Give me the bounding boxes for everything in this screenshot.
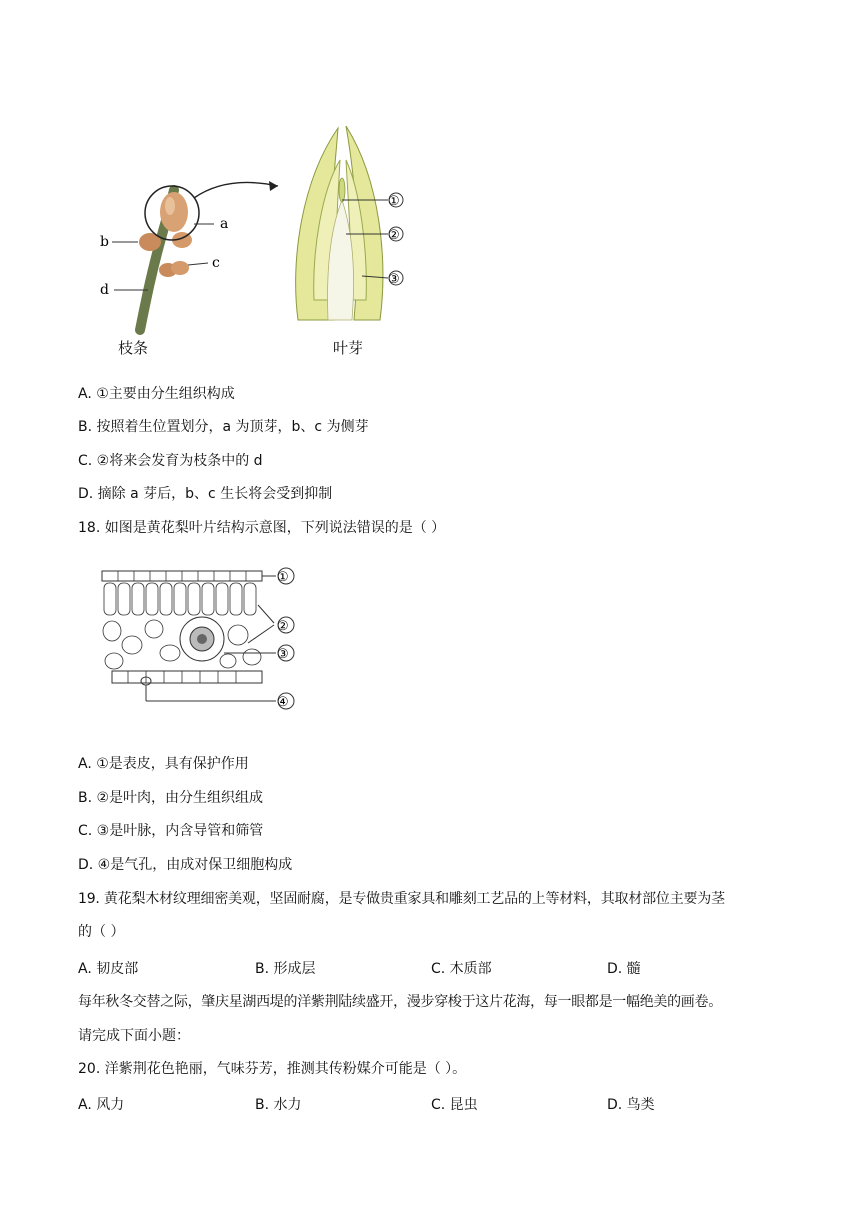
q19-stem-line1: 19. 黄花梨木材纹理细密美观，坚固耐腐，是专做贵重家具和雕刻工艺品的上等材料，其取材部位主要为茎 bbox=[78, 891, 725, 907]
leaf-label-2: ② bbox=[277, 619, 289, 634]
leaf-bud-section bbox=[296, 126, 403, 320]
q18-option-a: A. ①是表皮，具有保护作用 bbox=[78, 756, 249, 772]
q19-option-c: C. 木质部 bbox=[431, 961, 492, 977]
q17-option-c: C. ②将来会发育为枝条中的 d bbox=[78, 453, 263, 469]
branch-caption: 枝条 bbox=[118, 339, 149, 357]
q19-stem-line2: 的（ ） bbox=[78, 924, 125, 940]
bud-label-2: ② bbox=[388, 228, 400, 243]
leaf-label-1: ① bbox=[277, 570, 289, 585]
q18-option-c: C. ③是叶脉，内含导管和筛管 bbox=[78, 823, 264, 839]
bud-caption: 叶芽 bbox=[333, 339, 364, 357]
q18-stem: 18. 如图是黄花梨叶片结构示意图，下列说法错误的是（ ） bbox=[78, 520, 446, 536]
q17-option-b: B. 按照着生位置划分，a 为顶芽，b、c 为侧芽 bbox=[78, 419, 369, 435]
q20-option-c: C. 昆虫 bbox=[431, 1097, 478, 1113]
q19-option-a: A. 韧皮部 bbox=[78, 961, 139, 977]
leaf-label-3: ③ bbox=[277, 647, 289, 662]
passage-line2: 请完成下面小题： bbox=[78, 1028, 190, 1044]
q17-option-a: A. ①主要由分生组织构成 bbox=[78, 386, 235, 402]
q18-option-d: D. ④是气孔，由成对保卫细胞构成 bbox=[78, 857, 293, 873]
q19-option-d: D. 髓 bbox=[607, 961, 641, 977]
leaf-structure-figure bbox=[98, 565, 308, 715]
label-d: d bbox=[100, 282, 109, 298]
q20-option-b: B. 水力 bbox=[255, 1097, 302, 1113]
leaf-section-illustration bbox=[98, 565, 308, 715]
q20-option-d: D. 鸟类 bbox=[607, 1097, 655, 1113]
branch-illustration bbox=[90, 120, 430, 360]
q18-option-b: B. ②是叶肉，由分生组织组成 bbox=[78, 790, 264, 806]
q20-option-a: A. 风力 bbox=[78, 1097, 125, 1113]
bud-label-3: ③ bbox=[388, 272, 400, 287]
q19-option-b: B. 形成层 bbox=[255, 961, 316, 977]
label-b: b bbox=[100, 234, 109, 250]
passage-line1: 每年秋冬交替之际，肇庆星湖西堤的洋紫荆陆续盛开，漫步穿梭于这片花海，每一眼都是一幅绝美的画卷。 bbox=[78, 994, 722, 1010]
leaf-label-4: ④ bbox=[277, 695, 289, 710]
branch-bud-figure bbox=[90, 120, 430, 360]
q20-stem: 20. 洋紫荆花色艳丽，气味芬芳，推测其传粉媒介可能是（ ）。 bbox=[78, 1061, 467, 1077]
label-c: c bbox=[212, 255, 220, 271]
label-a: a bbox=[220, 216, 229, 232]
bud-label-1: ① bbox=[388, 194, 400, 209]
q17-option-d: D. 摘除 a 芽后，b、c 生长将会受到抑制 bbox=[78, 486, 333, 502]
